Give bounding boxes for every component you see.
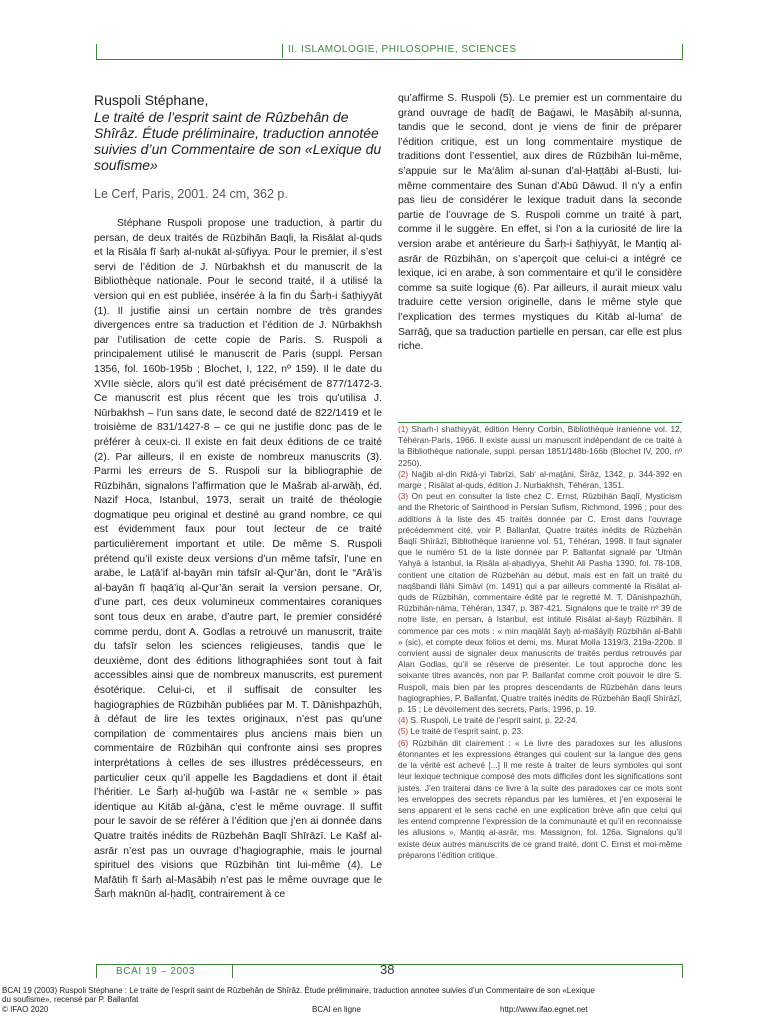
body-paragraph-right: qu’affirme S. Ruspoli (5). Le premier est un commentaire du grand ouvrage de ḥadīṯ de Baġawi, le Maṣābiḥ al-sunna, tandis que le second, dont je viens de finir de préparer l’édition critique, est un long commentaire mystique de traditions dont l’essentiel, aux dires de Rūzbihān lui-même, s’appuie sur le Ma‘ālim al-sunan d’al-Ḫaṭṭābi al-Busti, lui-même commentaire des Sunan d’Abū Dāwud. Il n’y a enfin pas lieu de considérer le lexique traduit dans la seconde partie de l’ouvrage de S. Ruspoli comme un traité à part, comme il le suggère. En effet, si l’on a la curiosité de lire la version arabe et antérieure du Šarḥ-i šaṭḥiyyāt, le Manṭiq al-asrār de Rūzbihān, on s’aperçoit que celui-ci a intégré ce lexique, ici en arabe, à son commentaire et qu’il le considère comme sa suite logique (6). Par ailleurs, il aurait mieux valu traduire cette version originelle, dans le même style que l’explication des termes mystiques du Kitāb al-luma‘ de Sarrāǧ, que sa traduction partielle en persan, car elle est plus riche.: [398, 93, 682, 353]
header-rule: [96, 59, 682, 60]
copyright-notice: © IFAO 2020: [2, 1004, 49, 1014]
header-rule-mid-tick: [282, 44, 283, 58]
footnote-text: Sharh-i shathiyyāt, édition Henry Corbin, Bibliothèque iranienne vol. 12, Téhéran-Paris, 1966. Il existe aussi un manuscrit indépendant de ce traité à la Bibliothèque nationale, suppl. persan 1851/148b-166b (Blochet IV, 200, nº 2250).: [398, 424, 682, 468]
footnote: [398, 715, 682, 726]
footnote-text: S. Ruspoli, Le traité de l’esprit saint, p. 22-24.: [410, 715, 578, 726]
header-rule-left-tick: [96, 44, 97, 60]
footer-rule-right-tick: [682, 964, 683, 978]
citation-strip: [2, 986, 762, 1015]
section-heading: II. ISLAMOLOGIE, PHILOSOPHIE, SCIENCES: [288, 44, 517, 55]
footnote: [398, 491, 682, 715]
citation-line-2: du soufisme», recensé par P. Ballanfat: [2, 995, 139, 1005]
page-number: 38: [380, 962, 395, 977]
footnote-text: Le traité de l’esprit saint, p. 23.: [410, 726, 524, 737]
review-author: Ruspoli Stéphane,: [94, 92, 209, 108]
footnote-number: (5): [398, 726, 409, 737]
footnote-number: (1): [398, 424, 409, 434]
footnote: [398, 738, 682, 861]
footnote-number: (2): [398, 468, 409, 479]
review-body-left: [94, 217, 382, 903]
review-body-right: [398, 92, 682, 355]
footnotes: [398, 424, 682, 861]
body-paragraph-left: Stéphane Ruspoli propose une traduction, à partir du persan, de deux traités de Rūzbihān Baqli, la Risālat al-quds et la Risāla fī šarḥ al-nukāt al-ṣūfiyya. Pour le premier, il s’est servi de l’édition de J. Nūrbakhsh et du manuscrit de la Bibliothèque nationale. Pour le second traité, il a utilisé la version qui en est publiée, insérée à la fin du Šarḥ-i šaṭḥiyyāt (1). Il justifie ainsi un certain nombre de très grandes divergences entre sa traduction et l’édition de J. Nūrbakhsh par l’utilisation de cette copie de Paris. S. Ruspoli a principalement utilisé le manuscrit de Paris (suppl. Persan 1356, fol. 160b-195b ; Blochet, I, 122, nº 159). Il le date du XVIIe siècle, alors qu’il est daté précisément de 877/1472-3. Ce manuscrit est plus récent que les trois qu’utilisa J. Nūrbakhsh – l’un sans date, le second daté de 822/1419 et le troisième de 831/1427-8 – ce qui ne justifie donc pas de le préférer à ceux-ci. Il existe en fait deux éditions de ce traité (2). Par ailleurs, il en existe de nombreux manuscrits (3). Parmi les erreurs de S. Ruspoli sur la bibliographie de Rūzbihān, signalons l’affirmation que le Mašrab al-arwāḥ, éd. Nazif Hoca, Istanbul, 1973, serait un traité de théologie dogmatique peu original et destiné au grand nombre, ce qui est évidemment faux pour tout lecteur de ce traité particulièrement important et utile. De même S. Ruspoli prétend qu’il existe deux versions d’un même tafsīr, l’une en arabe, le Laṭā’if al-bayān min tafsīr al-Qur’ān, dont le “Arā’is al-bayān fī ḥaqā’iq al-Qur’ān serait la version persane. Or, d’une part, ces deux volumineux commentaires coraniques sont tous deux en arabe, d’autre part, le premier considéré comme perdu, dont A. Godlas a retrouvé un manuscrit, traite du tafsīr selon les sciences religieuses, tandis que le deuxième, dont des éditions lithographiées sont tout à fait accessibles ainsi que de nombreux manuscrits, est purement ésotérique. Celui-ci, et il suffisait de consulter les hagiographies de Rūzbihān publiées par M. T. Dānishpazhūh, à défaut de lire les textes originaux, n’est pas qu’une compilation de commentaires plus anciens mais bien un commentaire de Rūzbihān qui confronte ainsi ses propres interprétations à celles de ses illustres prédécesseurs, en particulier ceux qu’il appelle les Bagdadiens et dont il était l’héritier. Le Šarḥ al-ḥuǧūb wa l-astār ne « semble » pas identique au Kitāb al-ġāna, c’est le même ouvrage. Il suffit pour le savoir de se référer à l’édition que j’en ai donnée dans Quatre traités inédits de Rūzbehān Baqlī Shīrāzī. Le Kašf al-asrār n’est pas un ouvrage d’hagiographie, mais le journal spirituel des visions que Rūzbihān tint lui-même (4). Le Mafātiḥ fī šarḥ al-Maṣābiḥ n’est pas le même ouvrage que le Šarḥ maknūn al-ḥadīṯ, contrairement à ce: [94, 218, 382, 901]
footnote-text: Rūzbihān dit clairement : « Le livre des paradoxes sur les allusions étonnantes et les expressions étranges qui coulent sur la langue des gens de la vérité est achevé [...] Il me reste à traiter de leurs symboles qui sont leur lexique technique composé des mots difficiles dont les significations sont justes. J’en traiterai dans ce livre à la suite des paradoxes car ce mots sont les enveloppes des secrets répandus par les lumières, et j’en exposerai le sens apparent et le sens caché en une explication brève afin que celui qui les entend comprenne l’expression de la communauté et qu’il en reconnaisse les allusions », Manṭiq al-asrār, ms. Massignon, fol. 126a. Signalons qu’il existe deux autres manuscrits de ce grand traité, dont C. Ernst et moi-même préparons l’édition critique.: [398, 737, 682, 860]
footnote-number: (6): [398, 737, 409, 748]
review-publication-info: Le Cerf, Paris, 2001. 24 cm, 362 p.: [94, 187, 288, 201]
citation-line-1: BCAI 19 (2003) Ruspoli Stéphane : Le traite de l’esprit saint de Rûzbehân de Shîrâz. Étude préliminaire, traduction annotee suivies d’un Commentaire de son «Lexique: [2, 986, 595, 995]
footer-rule-mid-tick: [232, 964, 233, 978]
site-link[interactable]: http://www.ifao.egnet.net: [500, 1004, 588, 1014]
online-label: BCAI en ligne: [312, 1004, 361, 1014]
issue-label: BCAI 19 – 2003: [116, 966, 196, 977]
left-column: [94, 92, 382, 903]
footnotes-rule: [398, 422, 682, 423]
footnote-text: Naǧib al-din Riḍā-yi Tabrīzi, Sab‘ al-maṯāni, Šīrāz, 1342, p. 344-392 en marge ; Risālat al-quds, édition J. Nurbakhsh, Téhéran, 1351.: [398, 468, 682, 491]
footer-rule-left-tick: [96, 964, 97, 978]
review-book-title: Le traité de l’esprit saint de Rûzbehân de Shîrâz. Étude préliminaire, traduction annotée suivies d’un Commentaire de son «Lexique du soufisme»: [94, 109, 382, 173]
right-column: [398, 92, 682, 355]
footnote-number: (3): [398, 491, 409, 502]
footnote: [398, 469, 682, 491]
footnote-number: (4): [398, 715, 409, 726]
footnote-text: On peut en consulter la liste chez C. Ernst, Rūzbihān Baqlī, Mysticism and the Rhetoric of Sainthood in Persian Sufism, Richmond, 1996 ; pour des additions à la liste des 45 traités donnée par C. Ernst dans l’ouvrage précédemment cité, voir P. Ballanfat, Quatre traités inédits de Rūzbehān Baqlī Shīrāzī, Bibliothèque iranienne vol. 51, Téhéran, 1998. Il faut signaler que le numéro 51 de la liste donnée par P. Ballanfat signalé par ‘Utmān Yahyā à Istanbul, la Risāla al-aḥadiyya, Shehit Ali Pasha 1390, fol. 78-108, contient une citation de Rūzbehān au début, mais est en fait un traité du naqšbandi Ilāhi Simāvi (m. 1491) qui a par ailleurs commenté la Risālat al-quds de Rūzbihān, commentaire édité par le regretté M. T. Dānishpazhūh, Rūzbihān-nāma, Téhéran, 1347, p. 387-421. Signalons que le traité nº 39 de notre liste, en persan, à Istanbul, est intitulé Risālat al-šayḫ Rūzbihān. Il commence par ces mots : « min maqālāt šayḫ al-mašāyiḫ Rūzbihān al-Baḥli » (sic), et compte deux folios et demi, ms. Murat Molla 1319/3, 219a-220b. Il convient aussi de signaler deux manuscrits de traités perdus retrouvés par Alan Godlas, qu’il se réserve de présenter. Le tout approche donc les soixante titres avancés, non par P. Ballanfat comme croit pouvoir le dire S. Ruspoli, mais bien par les propres descendants de Rūzbehān dans leurs hagiographies, P. Ballanfat, Quatre traités inédits de Rūzbehān Baqlī Shīrāzī, p. 15 ; Le dévoilement des secrets, Paris, 1996, p. 19.: [398, 491, 682, 715]
citation-meta-row: [2, 1005, 762, 1015]
footnote: [398, 726, 682, 737]
footnote: [398, 424, 682, 469]
